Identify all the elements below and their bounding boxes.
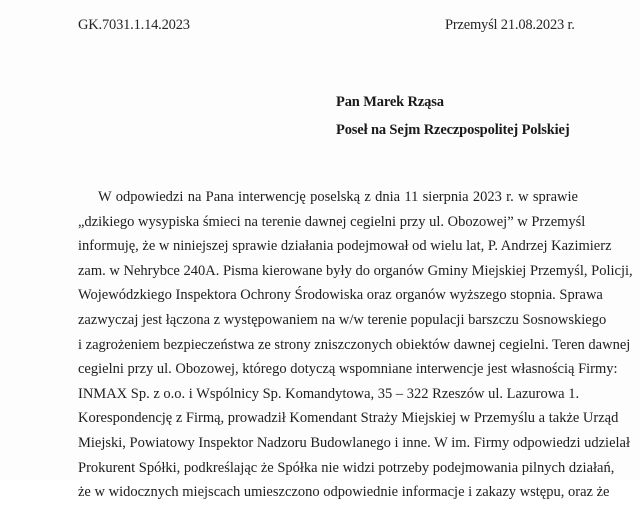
body-line: INMAX Sp. z o.o. i Wspólnicy Sp. Komandytowa, 35 – 322 Rzeszów ul. Lazurowa 1. [78, 385, 580, 402]
letter-body [78, 185, 633, 505]
reference-number: GK.7031.1.14.2023 [78, 17, 190, 33]
body-line: Prokurent Spółki, podkreślając że Spółka nie widzi potrzeby podejmowania pilnych działań, [78, 459, 615, 476]
addressee-name: Pan Marek Rząsa [336, 94, 444, 110]
addressee-title: Poseł na Sejm Rzeczpospolitej Polskiej [336, 122, 570, 138]
place-date: Przemyśl 21.08.2023 r. [445, 17, 575, 33]
body-line: Wojewódzkiego Inspektora Ochrony Środowiska oraz organów wyższego stopnia. Sprawa [78, 287, 603, 304]
body-line: zazwyczaj jest łączona z występowaniem na w/w terenie populacji barszczu Sosnowskiego [78, 311, 607, 328]
body-line: że w widocznych miejscach umieszczono odpowiednie informacje i zakazy wstępu, oraz że [78, 484, 610, 501]
addressee-block [336, 88, 570, 144]
body-line: Korespondencję z Firmą, prowadził Komendant Straży Miejskiej w Przemyślu a także Urząd [78, 410, 619, 427]
body-line: informuję, że w niniejszej sprawie działania podejmował od wielu lat, P. Andrzej Kazimierz [78, 238, 612, 255]
body-line: cegielni przy ul. Obozowej, którego dotyczą wspomniane interwencje jest własnością Firmy: [78, 361, 618, 378]
body-line: W odpowiedzi na Pana interwencję poselską z dnia 11 sierpnia 2023 r. w sprawie [98, 189, 578, 205]
body-line: i zagrożeniem bezpieczeństwa ze strony zniszczonych obiektów dawnej cegielni. Teren dawnej [78, 336, 631, 353]
body-line: zam. w Nehrybce 240A. Pisma kierowane były do organów Gminy Miejskiej Przemyśl, Policji, [78, 262, 633, 279]
body-line: Miejski, Powiatowy Inspektor Nadzoru Budowlanego i inne. W im. Firmy odpowiedzi udzielał [78, 434, 630, 451]
body-line: „dzikiego wysypiska śmieci na terenie dawnej cegielni przy ul. Obozowej” w Przemyśl [78, 213, 586, 230]
